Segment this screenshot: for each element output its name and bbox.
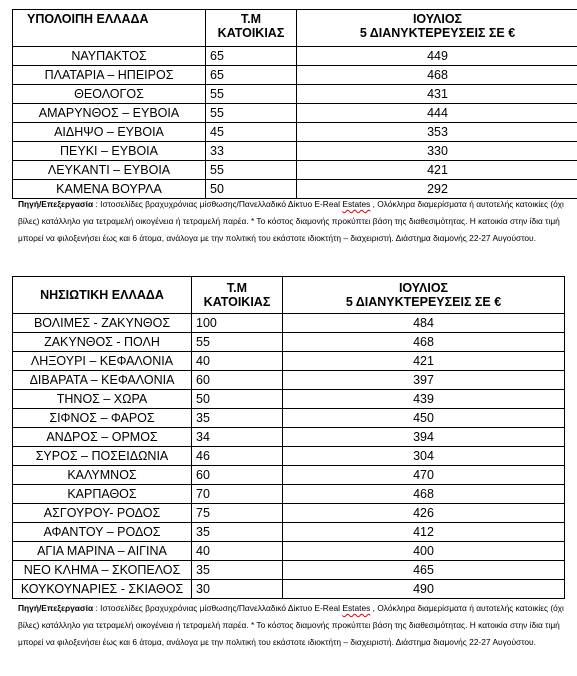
source-label: Πηγή/Επεξεργασία	[18, 603, 94, 613]
cell-price: 426	[283, 504, 565, 523]
table-row	[13, 123, 577, 142]
cell-price: 421	[297, 161, 577, 180]
cell-sqm: 55	[206, 104, 297, 123]
header-sqm	[206, 10, 297, 47]
header-region: ΥΠΟΛΟΙΠΗ ΕΛΛΑΔΑ	[13, 10, 206, 47]
cell-price: 439	[283, 390, 565, 409]
cell-sqm: 65	[206, 66, 297, 85]
header-sqm	[192, 277, 283, 314]
source-note-2	[18, 600, 573, 651]
cell-location: ΝΕΟ ΚΛΗΜΑ – ΣΚΟΠΕΛΟΣ	[13, 561, 192, 580]
header-price-line2: 5 ΔΙΑΝΥΚΤΕΡΕΥΣΕΙΣ ΣΕ €	[359, 26, 516, 40]
cell-price: 421	[283, 352, 565, 371]
table-row	[13, 333, 565, 352]
cell-price: 468	[297, 66, 577, 85]
cell-location: ΑΙΔΗΨΟ – ΕΥΒΟΙΑ	[13, 123, 206, 142]
cell-location: ΚΑΛΥΜΝΟΣ	[13, 466, 192, 485]
source-text-before: : Ιστοσελίδες βραχυχρόνιας μίσθωσης/Πανελλαδικό Δίκτυο E-Real	[93, 199, 343, 209]
cell-location: ΒΟΛΙΜΕΣ - ΖΑΚΥΝΘΟΣ	[13, 314, 192, 333]
cell-price: 292	[297, 180, 577, 199]
cell-location: ΣΥΡΟΣ – ΠΟΣΕΙΔΩΝΙΑ	[13, 447, 192, 466]
cell-price: 490	[283, 580, 565, 599]
cell-sqm: 35	[192, 523, 283, 542]
cell-location: ΘΕΟΛΟΓΟΣ	[13, 85, 206, 104]
cell-sqm: 65	[206, 47, 297, 66]
table-row	[13, 447, 565, 466]
cell-price: 468	[283, 485, 565, 504]
cell-price: 444	[297, 104, 577, 123]
table-row	[13, 504, 565, 523]
cell-location: ΛΗΞΟΥΡΙ – ΚΕΦΑΛΟΝΙΑ	[13, 352, 192, 371]
table-row	[13, 428, 565, 447]
table-row	[13, 142, 577, 161]
header-sqm-line1: Τ.Μ	[226, 281, 248, 295]
cell-price: 431	[297, 85, 577, 104]
cell-sqm: 45	[206, 123, 297, 142]
table-header-row	[13, 10, 577, 47]
cell-price: 304	[283, 447, 565, 466]
table-row	[13, 66, 577, 85]
cell-location: ΑΓΙΑ ΜΑΡΙΝΑ – ΑΙΓΙΝΑ	[13, 542, 192, 561]
header-price	[297, 10, 577, 47]
cell-sqm: 60	[192, 466, 283, 485]
table-row	[13, 161, 577, 180]
table-row	[13, 47, 577, 66]
cell-price: 394	[283, 428, 565, 447]
header-price-line1: ΙΟΥΛΙΟΣ	[412, 12, 463, 26]
cell-price: 400	[283, 542, 565, 561]
table-row	[13, 371, 565, 390]
table-row	[13, 314, 565, 333]
cell-price: 468	[283, 333, 565, 352]
cell-sqm: 50	[192, 390, 283, 409]
cell-sqm: 70	[192, 485, 283, 504]
cell-price: 397	[283, 371, 565, 390]
cell-location: ΑΜΑΡΥΝΘΟΣ – ΕΥΒΟΙΑ	[13, 104, 206, 123]
cell-price: 449	[297, 47, 577, 66]
source-text-after: , Ολόκληρα διαμερίσματα ή αυτοτελής κατοικίες (όχι βίλες) κατάλληλο για τετραμελή οικογένεια ή τετραμελή παρέα. * Το κόστος διαμονής προκύπτει βάση της διαθεσιμότητας. Η κατοικία στην ίδια τιμή μπορεί να φιλοξενήσει έως και 6 άτομα, ανάλογα με την πολιτική του εκάστοτε ιδιοκτήτη – διαχειριστή. Διάστημα διαμονής 22-27 Αυγούστου.	[18, 603, 564, 647]
cell-location: ΔΙΒΑΡΑΤΑ – ΚΕΦΑΛΟΝΙΑ	[13, 371, 192, 390]
cell-price: 484	[283, 314, 565, 333]
cell-sqm: 100	[192, 314, 283, 333]
table-row	[13, 580, 565, 599]
cell-location: ΠΛΑΤΑΡΙΑ – ΗΠΕΙΡΟΣ	[13, 66, 206, 85]
source-text-before: : Ιστοσελίδες βραχυχρόνιας μίσθωσης/Πανελλαδικό Δίκτυο E-Real	[93, 603, 343, 613]
cell-sqm: 35	[192, 561, 283, 580]
header-sqm-line1: Τ.Μ	[240, 12, 262, 26]
cell-location: ΑΝΔΡΟΣ – ΟΡΜΟΣ	[13, 428, 192, 447]
table-row	[13, 352, 565, 371]
source-text-after: , Ολόκληρα διαμερίσματα ή αυτοτελής κατοικίες (όχι βίλες) κατάλληλο για τετραμελή οικογένεια ή τετραμελή παρέα. * Το κόστος διαμονής προκύπτει βάση της διαθεσιμότητας. Η κατοικία στην ίδια τιμή μπορεί να φιλοξενήσει έως και 6 άτομα, ανάλογα με την πολιτική του εκάστοτε ιδιοκτήτη – διαχειριστή. Διάστημα διαμονής 22-27 Αυγούστου.	[18, 199, 564, 243]
cell-price: 353	[297, 123, 577, 142]
table-header-row	[13, 277, 565, 314]
cell-sqm: 35	[192, 409, 283, 428]
cell-sqm: 33	[206, 142, 297, 161]
table-row	[13, 409, 565, 428]
cell-sqm: 55	[192, 333, 283, 352]
cell-location: ΠΕΥΚΙ – ΕΥΒΟΙΑ	[13, 142, 206, 161]
cell-location: ΑΦΑΝΤΟΥ – ΡΟΔΟΣ	[13, 523, 192, 542]
cell-sqm: 55	[206, 85, 297, 104]
cell-sqm: 55	[206, 161, 297, 180]
cell-sqm: 60	[192, 371, 283, 390]
cell-sqm: 34	[192, 428, 283, 447]
source-estates: Estates	[342, 603, 371, 613]
table-island-greece	[12, 276, 565, 599]
table-rest-of-greece	[12, 9, 577, 199]
source-note-1	[18, 196, 573, 247]
cell-location: ΑΣΓΟΥΡΟΥ- ΡΟΔΟΣ	[13, 504, 192, 523]
cell-location: ΖΑΚΥΝΘΟΣ - ΠΟΛΗ	[13, 333, 192, 352]
header-sqm-line2: ΚΑΤΟΙΚΙΑΣ	[217, 26, 285, 40]
header-price-line2: 5 ΔΙΑΝΥΚΤΕΡΕΥΣΕΙΣ ΣΕ €	[345, 295, 502, 309]
table-row	[13, 485, 565, 504]
table-row	[13, 542, 565, 561]
cell-location: ΚΟΥΚΟΥΝΑΡΙΕΣ - ΣΚΙΑΘΟΣ	[13, 580, 192, 599]
cell-location: ΤΗΝΟΣ – ΧΩΡΑ	[13, 390, 192, 409]
table-row	[13, 561, 565, 580]
cell-price: 450	[283, 409, 565, 428]
header-sqm-line2: ΚΑΤΟΙΚΙΑΣ	[203, 295, 271, 309]
cell-price: 470	[283, 466, 565, 485]
cell-location: ΚΑΡΠΑΘΟΣ	[13, 485, 192, 504]
cell-sqm: 40	[192, 542, 283, 561]
cell-location: ΝΑΥΠΑΚΤΟΣ	[13, 47, 206, 66]
cell-sqm: 50	[206, 180, 297, 199]
cell-location: ΛΕΥΚΑΝΤΙ – ΕΥΒΟΙΑ	[13, 161, 206, 180]
header-price	[283, 277, 565, 314]
table-row	[13, 104, 577, 123]
cell-price: 330	[297, 142, 577, 161]
cell-price: 465	[283, 561, 565, 580]
cell-sqm: 30	[192, 580, 283, 599]
source-label: Πηγή/Επεξεργασία	[18, 199, 94, 209]
header-region: ΝΗΣΙΩΤΙΚΗ ΕΛΛΑΔΑ	[13, 277, 192, 314]
table-row	[13, 390, 565, 409]
header-price-line1: ΙΟΥΛΙΟΣ	[398, 281, 449, 295]
cell-sqm: 46	[192, 447, 283, 466]
source-estates: Estates	[342, 199, 371, 209]
cell-location: ΣΙΦΝΟΣ – ΦΑΡΟΣ	[13, 409, 192, 428]
cell-price: 412	[283, 523, 565, 542]
cell-location: ΚΑΜΕΝΑ ΒΟΥΡΛΑ	[13, 180, 206, 199]
table-row	[13, 85, 577, 104]
cell-sqm: 75	[192, 504, 283, 523]
table-row	[13, 466, 565, 485]
cell-sqm: 40	[192, 352, 283, 371]
table-row	[13, 523, 565, 542]
